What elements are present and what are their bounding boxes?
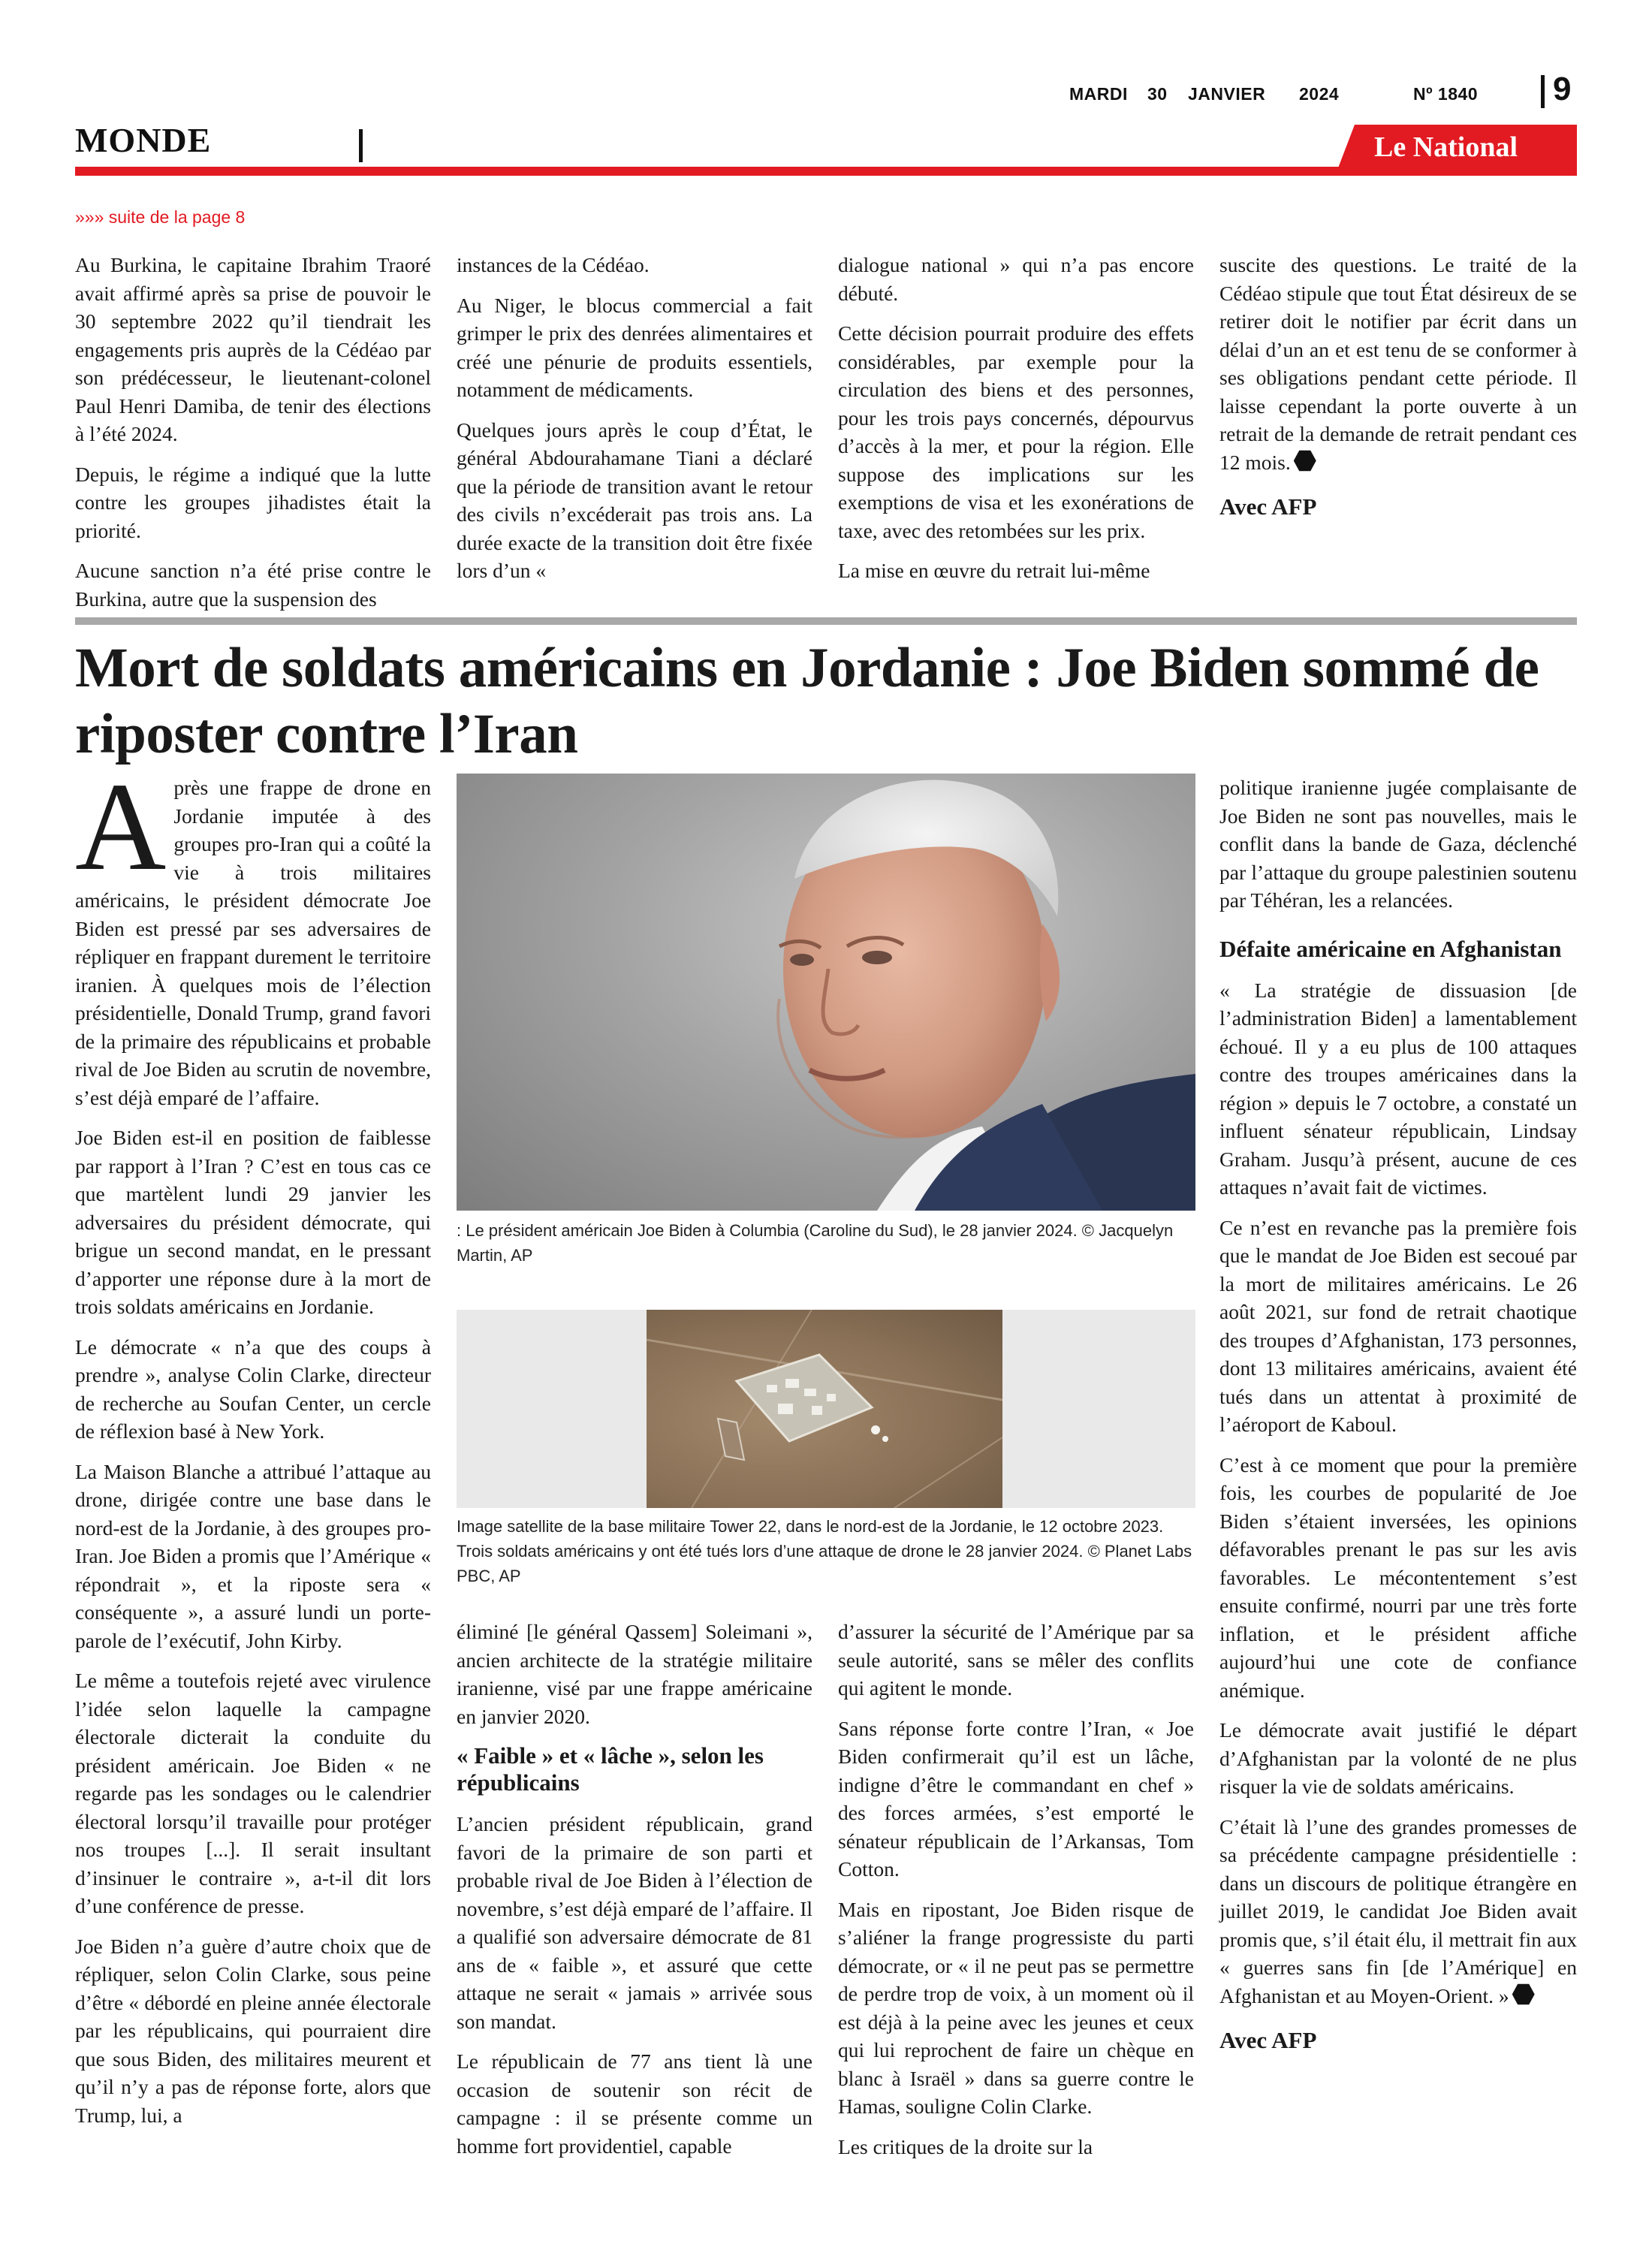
paragraph-text: C’était là l’une des grandes promesses de sa précédente campagne présidentielle : dans un discours de politique étrangère en juillet 2019, le candidat Joe Biden avait promis que, s’il était élu, il mettrait fin aux « guerres sans fin [de l’Amérique] en Afghanistan et au Moyen-Orient. » [1219, 1814, 1577, 2007]
paragraph: d’assurer la sécurité de l’Amérique par sa seule autorité, sans se mêler des conflits qui agitent le monde. [838, 1620, 1194, 1700]
paragraph: L’ancien président républicain, grand favori de la primaire de son parti et probable rival de Joe Biden à l’élection de novembre, s’est déjà emparé de l’affaire. Il a qualifié son adversaire démocrate de 81 ans de « faible », et assuré que cette attaque ne serait « jamais » arrivée sous son mandat. [457, 1812, 812, 2033]
paragraph: La Maison Blanche a attribué l’attaque au drone, dirigée contre une base dans le nord-est de la Jordanie, à des groupes pro-Iran. Joe Biden a promis que l’Amérique « répondrait », et la riposte sera « conséquente », a assuré lundi un porte-parole de l’exécutif, John Kirby. [75, 1459, 431, 1652]
lead-text: près une frappe de drone en Jordanie imputée à des groupes pro-Iran qui a coûté la vie à trois militaires américains, le président démocrate Joe Biden est pressé par ses adversaires de répliquer en frappant durement le territoire iranien. À quelques mois de l’élection présidentielle, Donald Trump, grand favori de la primaire des républicains et probable rival de Joe Biden au scrutin de novembre, s’est déjà emparé de l’affaire. [75, 776, 431, 1109]
paragraph: Mais en ripostant, Joe Biden risque de s’aliéner la frange progressiste du parti démocrate, or « il ne peut pas se permettre de perdre trop de voix, à un moment où il est déjà à la peine avec les jeunes et ceux qui lui reprochent de faire un chèque en blanc à Israël » dans sa guerre contre le Hamas, souligne Colin Clarke. [838, 1897, 1194, 2118]
end-of-article-icon [1294, 450, 1316, 472]
continued-from: »»» suite de la page 8 [75, 207, 246, 227]
section-divider [359, 129, 363, 162]
paragraph: Cette décision pourrait produire des effets considérables, par exemple pour la circulation des biens et des personnes, pour les trois pays concernés, dépourvus d’accès à la mer, et pour la région. Elle suppose des implications sur les exemptions de visa et les exonérations de taxe, avec des retombées sur les prix. [838, 321, 1194, 542]
top-article-col-2 [457, 251, 812, 597]
signature: Avec AFP [1219, 2027, 1317, 2053]
paragraph: Aucune sanction n’a été prise contre le Burkina, autre que la suspension des [75, 559, 431, 611]
header-month: JANVIER [1188, 84, 1266, 104]
header-day: MARDI [1069, 84, 1128, 104]
top-article-col-3 [838, 251, 1194, 597]
lead-paragraph [75, 757, 431, 1111]
satellite-photo [647, 1310, 1002, 1508]
top-article-col-1 [75, 251, 431, 625]
paragraph: Les critiques de la droite sur la [838, 2134, 1093, 2158]
subheading-afghanistan: Défaite américaine en Afghanistan [1219, 935, 1562, 962]
header-date: 30 [1147, 84, 1168, 104]
paragraph: éliminé [le général Qassem] Soleimani », ancien architecte de la stratégie militaire iranienne, visé par une frappe américaine en janvier 2020. [457, 1620, 812, 1728]
paragraph: dialogue national » qui n’a pas encore débuté. [838, 253, 1194, 305]
page-number-divider [1541, 75, 1545, 108]
paragraph: Au Burkina, le capitaine Ibrahim Traoré avait affirmé après sa prise de pouvoir le 30 septembre 2022 qu’il tiendrait les engagements pris auprès de la Cédéao par son prédécesseur, le lieutenant-colonel Paul Henri Damiba, de tenir des élections à l’été 2024. [75, 253, 431, 445]
paragraph: Le démocrate avait justifié le départ d’Afghanistan par la volonté de ne plus risquer la vie de soldats américains. [1219, 1718, 1577, 1798]
paragraph: Le démocrate « n’a que des coups à prendre », analyse Colin Clarke, directeur de recherche au Soufan Center, un cercle de réflexion basé à New York. [75, 1335, 431, 1443]
subheading-faible-lache: « Faible » et « lâche », selon les républicains [457, 1742, 764, 1796]
satellite-illustration [647, 1310, 1002, 1508]
signature: Avec AFP [1219, 493, 1317, 520]
issue-number: Nº 1840 [1413, 84, 1479, 104]
paragraph: « La stratégie de dissuasion [de l’administration Biden] a lamentablement échoué. Il y a eu plus de 100 attaques contre des troupes américaines dans la région » depuis le 7 octobre, a constaté un influent sénateur républicain, Lindsay Graham. Jusqu’à présent, aucune de ces attaques n’avait fait de victimes. [1219, 978, 1577, 1199]
main-article-col-3 [838, 1618, 1194, 2173]
biden-photo [457, 774, 1195, 1211]
main-article-col-1 [75, 757, 431, 2141]
header-year: 2024 [1299, 84, 1340, 104]
paragraph: Le même a toutefois rejeté avec virulence l’idée selon laquelle la campagne électorale dicterait la conduite du président américain. Joe Biden « ne regarde pas les sondages ou le calendrier électoral lorsqu’il travaille pour protéger nos troupes [...]. Il serait insultant d’insinuer le contraire », a-t-il dit lors d’une conférence de presse. [75, 1669, 431, 1917]
paragraph: Quelques jours après le coup d’État, le général Abdourahamane Tiani a déclaré que la période de transition avant le retour des civils n’excéderait pas trois ans. La durée exacte de la transition doit être fixée lors d’un « [457, 418, 812, 582]
headline: Mort de soldats américains en Jordanie : Joe Biden sommé de riposter contre l’Iran [75, 637, 1539, 765]
end-of-article-icon [1512, 1983, 1535, 2006]
paragraph: Ce n’est en revanche pas la première fois que le mandat de Joe Biden est secoué par la mort de militaires américains. Le 26 août 2021, sur fond de retrait chaotique des troupes d’Afghanistan, 173 personnes, dont 13 militaires américains, avaient été tués dans un attentat à proximité de l’aéroport de Kaboul. [1219, 1215, 1577, 1436]
paragraph: Joe Biden est-il en position de faiblesse par rapport à l’Iran ? C’est en tous cas ce que martèlent lundi 29 janvier les adversaires du président démocrate, qui brigue un second mandat, en le pressant d’apporter une réponse dure à la mort de trois soldats américains en Jordanie. [75, 1126, 431, 1318]
paragraph: La mise en œuvre du retrait lui-même [838, 559, 1150, 582]
drop-cap: A [75, 757, 167, 897]
main-article-col-2 [457, 1618, 812, 2172]
paragraph: Sans réponse forte contre l’Iran, « Joe Biden confirmerait qu’il est un lâche, indigne d’être le commandant en chef » des forces armées, s’est emporté le sénateur républicain de l’Arkansas, Tom Cotton. [838, 1716, 1194, 1881]
paragraph-text: suscite des questions. Le traité de la Cédéao stipule que tout État désireux de se retirer doit le notifier par écrit dans un délai d’un an et est tenu de se conformer à ses obligations pendant cette période. Il laisse cependant la porte ouverte à un retrait de la demande de retrait pendant ces 12 mois. [1219, 253, 1577, 474]
article-separator [75, 617, 1577, 625]
main-article-col-4 [1219, 774, 1577, 2067]
paragraph: C’est à ce moment que pour la première fois, les courbes de popularité de Joe Biden s’étaient inversées, les opinions défavorables prenant le pas sur les avis favorables. Le mécontentement s’est ensuite confirmé, nourri par une très forte inflation, et le président affiche aujourd’hui une cote de confiance anémique. [1219, 1452, 1577, 1702]
page-number: 9 [1553, 71, 1572, 107]
paragraph: politique iranienne jugée complaisante de Joe Biden ne sont pas nouvelles, mais le conflit dans la bande de Gaza, déclenché par l’attaque du groupe palestinien soutenu par Téhéran, les a relancées. [1219, 776, 1577, 912]
paragraph [1219, 1813, 1577, 2010]
portrait-illustration [457, 774, 1195, 1211]
paragraph: Le républicain de 77 ans tient là une occasion de soutenir son récit de campagne : il se présente comme un homme fort providentiel, capable [457, 2049, 812, 2158]
section-title: MONDE [75, 121, 212, 159]
paragraph: Au Niger, le blocus commercial a fait grimper le prix des denrées alimentaires et créé une pénurie de produits essentiels, notamment de médicaments. [457, 293, 812, 401]
newspaper-logo: Le National [1374, 131, 1518, 163]
paragraph [1219, 251, 1577, 476]
paragraph: Joe Biden n’a guère d’autre choix que de répliquer, selon Colin Clarke, sous peine d’être « débordé en pleine année électorale par les républicains, qui pourraient dire que sous Biden, des militaires meurent et qu’il n’y a pas de réponse forte, alors que Trump, lui, a [75, 1934, 431, 2127]
paragraph: Depuis, le régime a indiqué que la lutte contre les groupes jihadistes était la priorité. [75, 462, 431, 542]
paragraph: instances de la Cédéao. [457, 253, 650, 276]
photo-caption-satellite: Image satellite de la base militaire Tower 22, dans le nord-est de la Jordanie, le 12 octobre 2023. Trois soldats américains y ont été tués lors d’une attaque de drone le 28 janvier 2024. © Planet Labs PBC, AP [457, 1517, 1192, 1585]
top-article-col-4 [1219, 251, 1577, 533]
photo-caption-biden: : Le président américain Joe Biden à Columbia (Caroline du Sud), le 28 janvier 2024. © Jacquelyn Martin, AP [457, 1221, 1174, 1265]
